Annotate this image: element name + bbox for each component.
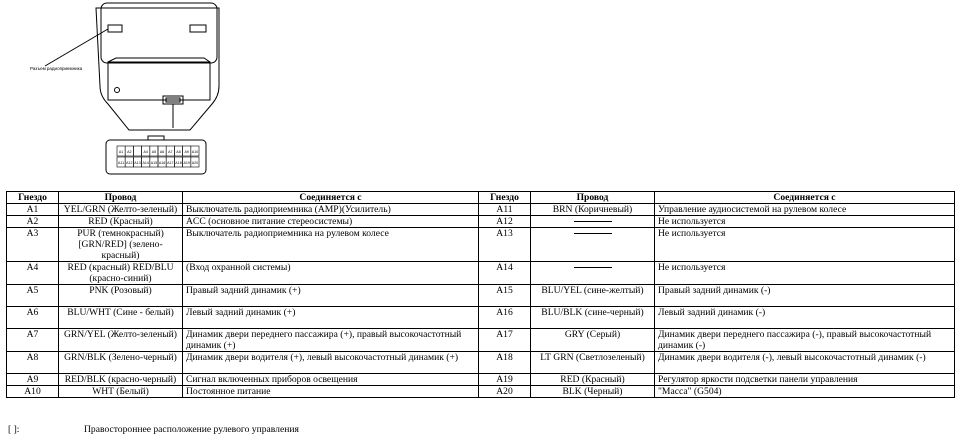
- table-row: [7, 204, 955, 216]
- connection-cell-right: Левый задний динамик (-): [655, 307, 955, 329]
- connection-cell-right: Управление аудиосистемой на рулевом колесе: [655, 204, 955, 216]
- header-pin-left: Гнездо: [7, 192, 59, 204]
- connection-cell-left: Сигнал включенных приборов освещения: [183, 374, 479, 386]
- pin-cell-right: A17: [479, 329, 531, 352]
- connector-pin-label: A11: [118, 160, 125, 165]
- header-connection-left: Соединяется с: [183, 192, 479, 204]
- table-row: [7, 329, 955, 352]
- connection-cell-right: Не используется: [655, 262, 955, 285]
- connector-pin-label: A5: [151, 149, 157, 154]
- pin-cell-right: A18: [479, 352, 531, 374]
- wire-cell-left: BLU/WHT (Сине - белый): [59, 307, 183, 329]
- pin-cell-right: A14: [479, 262, 531, 285]
- pin-cell-left: A7: [7, 329, 59, 352]
- connector-pin-label: A17: [167, 160, 174, 165]
- dash-line: [574, 221, 612, 222]
- table-row: [7, 262, 955, 285]
- connection-cell-right: Правый задний динамик (-): [655, 285, 955, 307]
- connector-pin-label: A13: [134, 160, 141, 165]
- wire-cell-right: BLU/YEL (сине-желтый): [531, 285, 655, 307]
- wire-cell-left: RED (Красный): [59, 216, 183, 228]
- table-row: [7, 285, 955, 307]
- pin-cell-right: A13: [479, 228, 531, 262]
- wire-cell-right: [531, 262, 655, 285]
- pin-cell-right: A15: [479, 285, 531, 307]
- connection-cell-right: "Масса" (G504): [655, 386, 955, 398]
- wire-cell-left: WHT (Белый): [59, 386, 183, 398]
- wire-cell-right: BLK (Черный): [531, 386, 655, 398]
- connector-pin-label: A20: [191, 160, 199, 165]
- connector-pin-label: A14: [142, 160, 149, 165]
- connection-cell-left: Правый задний динамик (+): [183, 285, 479, 307]
- wire-cell-left: PNK (Розовый): [59, 285, 183, 307]
- pin-cell-left: A6: [7, 307, 59, 329]
- wire-cell-left: RED/BLK (красно-черный): [59, 374, 183, 386]
- pin-cell-left: A9: [7, 374, 59, 386]
- table-header-row: [7, 192, 955, 204]
- connector-pin-cell: [133, 146, 141, 156]
- wire-cell-right: BLU/BLK (сине-черный): [531, 307, 655, 329]
- pin-cell-left: A2: [7, 216, 59, 228]
- wire-cell-left: PUR (темнокрасный) [GRN/RED] (зелено-красный): [59, 228, 183, 262]
- pin-cell-left: A3: [7, 228, 59, 262]
- connector-pin-label: A18: [175, 160, 182, 165]
- header-wire-left: Провод: [59, 192, 183, 204]
- head-unit-diagram: [0, 0, 960, 190]
- connection-cell-right: Динамик двери водителя (-), левый высокочастотный динамик (-): [655, 352, 955, 374]
- connector-pin-grid: [117, 146, 199, 167]
- wire-cell-left: GRN/BLK (Зелено-черный): [59, 352, 183, 374]
- connector-pin-label: A4: [143, 149, 148, 154]
- pin-cell-left: A4: [7, 262, 59, 285]
- pin-cell-right: A11: [479, 204, 531, 216]
- wire-cell-right: BRN (Коричневый): [531, 204, 655, 216]
- connection-cell-right: Регулятор яркости подсветки панели управления: [655, 374, 955, 386]
- pin-cell-right: A12: [479, 216, 531, 228]
- connection-cell-left: ACC (основное питание стереосистемы): [183, 216, 479, 228]
- table-row: [7, 352, 955, 374]
- connector-pin-label: A6: [159, 149, 165, 154]
- connector-pin-label: A16: [158, 160, 166, 165]
- connection-cell-left: Динамик двери переднего пассажира (+), правый высокочастотный динамик (+): [183, 329, 479, 352]
- connector-pin-label: A15: [150, 160, 158, 165]
- connector-pin-label: A8: [176, 149, 181, 154]
- wire-cell-left: GRN/YEL (Желто-зеленый): [59, 329, 183, 352]
- connector-pin-label: A19: [183, 160, 190, 165]
- connection-cell-right: Не используется: [655, 228, 955, 262]
- wire-cell-right: RED (Красный): [531, 374, 655, 386]
- housing-outline: [96, 8, 219, 130]
- connector-pin-label: A7: [168, 149, 173, 154]
- connector-pin-label: A10: [191, 149, 199, 154]
- wire-cell-left: RED (красный) RED/BLU (красно-синий): [59, 262, 183, 285]
- dash-line: [574, 233, 612, 234]
- wire-cell-right: LT GRN (Светлозеленый): [531, 352, 655, 374]
- connector-pin-label: A9: [184, 149, 189, 154]
- table-row: [7, 307, 955, 329]
- connection-cell-left: Динамик двери водителя (+), левый высокочастотный динамик (+): [183, 352, 479, 374]
- header-wire-right: Провод: [531, 192, 655, 204]
- wire-cell-right: [531, 216, 655, 228]
- dash-line: [574, 267, 612, 268]
- table-row: [7, 374, 955, 386]
- pin-cell-left: A8: [7, 352, 59, 374]
- callout-label: Разъем радиоприемника: [30, 66, 83, 71]
- pin-cell-left: A10: [7, 386, 59, 398]
- header-pin-right: Гнездо: [479, 192, 531, 204]
- table-row: [7, 386, 955, 398]
- table-body: [7, 204, 955, 398]
- pin-cell-right: A16: [479, 307, 531, 329]
- pin-cell-left: A1: [7, 204, 59, 216]
- pinout-table: [6, 191, 955, 398]
- connection-cell-left: Левый задний динамик (+): [183, 307, 479, 329]
- connection-cell-left: (Вход охранной системы): [183, 262, 479, 285]
- table-row: [7, 228, 955, 262]
- pin-cell-left: A5: [7, 285, 59, 307]
- connection-cell-left: Выключатель радиоприемника (AMP)(Усилитель): [183, 204, 479, 216]
- connector-pin-label: A2: [127, 149, 132, 154]
- connection-cell-right: Динамик двери переднего пассажира (-), правый высокочастотный динамик (-): [655, 329, 955, 352]
- footnote-symbol: [ ]:: [8, 424, 20, 435]
- wire-cell-right: [531, 228, 655, 262]
- footnote-text: Правостороннее расположение рулевого управления: [84, 424, 299, 435]
- wire-cell-left: YEL/GRN (Желто-зеленый): [59, 204, 183, 216]
- connection-cell-left: Постоянное питание: [183, 386, 479, 398]
- connection-cell-left: Выключатель радиоприемника на рулевом колесе: [183, 228, 479, 262]
- header-connection-right: Соединяется с: [655, 192, 955, 204]
- wire-cell-right: GRY (Серый): [531, 329, 655, 352]
- table-row: [7, 216, 955, 228]
- connector-pin-label: A1: [118, 149, 124, 154]
- connector-pin-label: A12: [126, 160, 133, 165]
- footnote: [8, 424, 299, 435]
- pin-cell-right: A19: [479, 374, 531, 386]
- connection-cell-right: Не используется: [655, 216, 955, 228]
- pin-cell-right: A20: [479, 386, 531, 398]
